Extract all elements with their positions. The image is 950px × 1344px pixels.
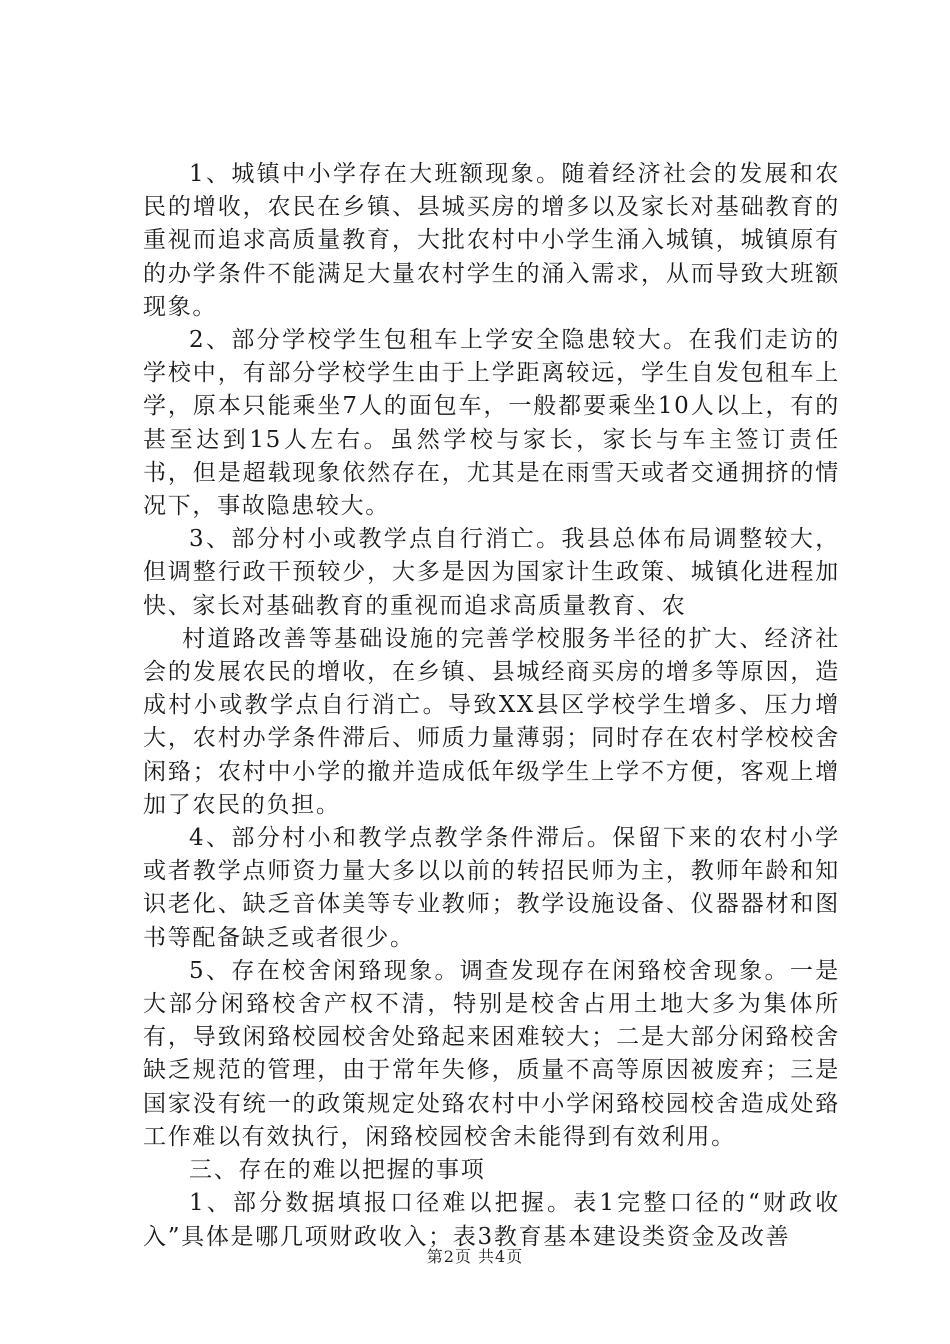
page-number-footer: 第2页 共4页 [426,1247,524,1266]
section-heading-difficult-matters: 三、存在的难以把握的事项 [189,1157,486,1184]
paragraph-chartered-vehicle-safety: 2、部分学校学生包租车上学安全隐患较大。在我们走访的学校中，有部分学校学生由于上学距离较远，学生自发包租车上学，原本只能乘坐7人的面包车，一般都要乘坐10人以上，有的甚至达到15人左右。虽然学校与家长，家长与车主签订责任书，但是超载现象依然存在，尤其是在雨雪天或者交通拥挤的情况下，事故隐患较大。 [143,327,840,520]
paragraph-urban-class-size: 1、城镇中小学存在大班额现象。随着经济社会的发展和农民的增收，农民在乡镇、县城买房的增多以及家长对基础教育的重视而追求高质量教育，大批农村中小学生涌入城镇，城镇原有的办学条件不能满足大量农村学生的涌入需求，从而导致大班额现象。 [143,161,840,320]
paragraph-teaching-conditions: 4、部分村小和教学点教学条件滞后。保留下来的农村小学或者教学点师资力量大多以以前的转招民师为主，教师年龄和知识老化、缺乏音体美等专业教师；教学设施设备、仪器器材和图书等配备缺乏或者很少。 [143,825,840,951]
document-body [143,158,840,1254]
paragraph-data-reporting-scope: 1、部分数据填报口径难以把握。表1完整口径的“财政收入”具体是哪几项财政收入；表3教育基本建设类资金及改善 [143,1190,840,1250]
paragraph-village-school-closure: 3、部分村小或教学点自行消亡。我县总体布局调整较大，但调整行政干预较少，大多是因为国家计生政策、城镇化进程加快、家长对基础教育的重视而追求高质量教育、农 [143,526,840,619]
paragraph-idle-school-buildings: 5、存在校舍闲臵现象。调查发现存在闲臵校舍现象。一是大部分闲臵校舍产权不清，特别是校舍占用土地大多为集体所有，导致闲臵校园校舍处臵起来困难较大；二是大部分闲臵校舍缺乏规范的管理，由于常年失修，质量不高等原因被废弃；三是国家没有统一的政策规定处臵农村中小学闲臵校园校舍造成处臵工作难以有效执行，闲臵校园校舍未能得到有效利用。 [143,957,840,1150]
paragraph-village-school-closure-continued: 村道路改善等基础设施的完善学校服务半径的扩大、经济社会的发展农民的增收，在乡镇、县城经商买房的增多等原因，造成村小或教学点自行消亡。导致XX县区学校学生增多、压力增大，农村办学条件滞后、师质力量薄弱；同时存在农村学校校舍闲臵；农村中小学的撤并造成低年级学生上学不方便，客观上增加了农民的负担。 [143,625,840,818]
